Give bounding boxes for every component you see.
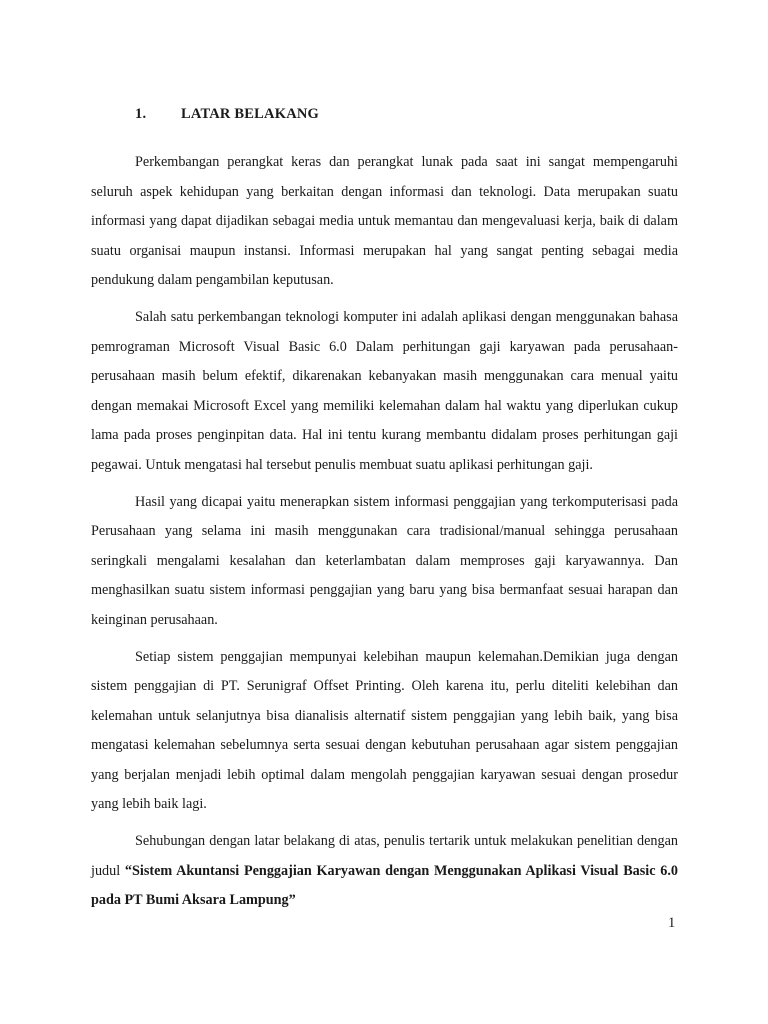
body-text [91, 148, 678, 923]
paragraph-5 [91, 827, 678, 916]
research-title: “Sistem Akuntansi Penggajian Karyawan dengan Menggunakan Aplikasi Visual Basic 6.0 pada PT Bumi Aksara Lampung” [91, 862, 678, 909]
paragraph-5-text: Sehubungan dengan latar belakang di atas, penulis tertarik untuk melakukan penelitian dengan judul [91, 833, 678, 879]
page-number: 1 [668, 915, 676, 931]
paragraph-1: Perkembangan perangkat keras dan perangkat lunak pada saat ini sangat mempengaruhi seluruh aspek kehidupan yang berkaitan dengan informasi dan teknologi. Data merupakan suatu informasi yang dapat dijadikan sebagai media untuk memantau dan mengevaluasi kerja, baik di dalam suatu organisai maupun instansi. Informasi merupakan hal yang sangat penting sebagai media pendukung dalam pengambilan keputusan. [91, 154, 678, 289]
paragraph-2: Salah satu perkembangan teknologi komputer ini adalah aplikasi dengan menggunakan bahasa pemrograman Microsoft Visual Basic 6.0 Dalam perhitungan gaji karyawan pada perusahaan-perusahaan masih belum efektif, dikarenakan kebanyakan masih menggunakan cara menual yaitu dengan memakai Microsoft Excel yang memiliki kelemahan dalam hal waktu yang diperlukan cukup lama pada proses penginpitan data. Hal ini tentu kurang membantu didalam proses perhitungan gaji pegawai. Untuk mengatasi hal tersebut penulis membuat suatu aplikasi perhitungan gaji. [91, 308, 678, 473]
section-heading [135, 106, 319, 123]
paragraph-4: Setiap sistem penggajian mempunyai kelebihan maupun kelemahan.Demikian juga dengan sistem penggajian di PT. Serunigraf Offset Printing. Oleh karena itu, perlu diteliti kelebihan dan kelemahan untuk selanjutnya bisa dianalisis alternatif sistem penggajian yang lebih baik, yang bisa mengatasi kelemahan sebelumnya serta sesuai dengan kebutuhan perusahaan agar sistem penggajian yang berjalan menjadi lebih optimal dalam mengolah penggajian karyawan sesuai dengan prosedur yang lebih baik lagi. [91, 648, 678, 813]
section-title: LATAR BELAKANG [181, 106, 320, 122]
paragraph-3: Hasil yang dicapai yaitu menerapkan sistem informasi penggajian yang terkomputerisasi pada Perusahaan yang selama ini masih menggunakan cara tradisional/manual sehingga perusahaan seringkali mengalami kesalahan dan keterlambatan dalam memproses gaji karyawannya. Dan menghasilkan suatu sistem informasi penggajian yang baru yang bisa bermanfaat sesuai harapan dan keinginan perusahaan. [91, 493, 678, 628]
section-number: 1. [135, 106, 147, 122]
